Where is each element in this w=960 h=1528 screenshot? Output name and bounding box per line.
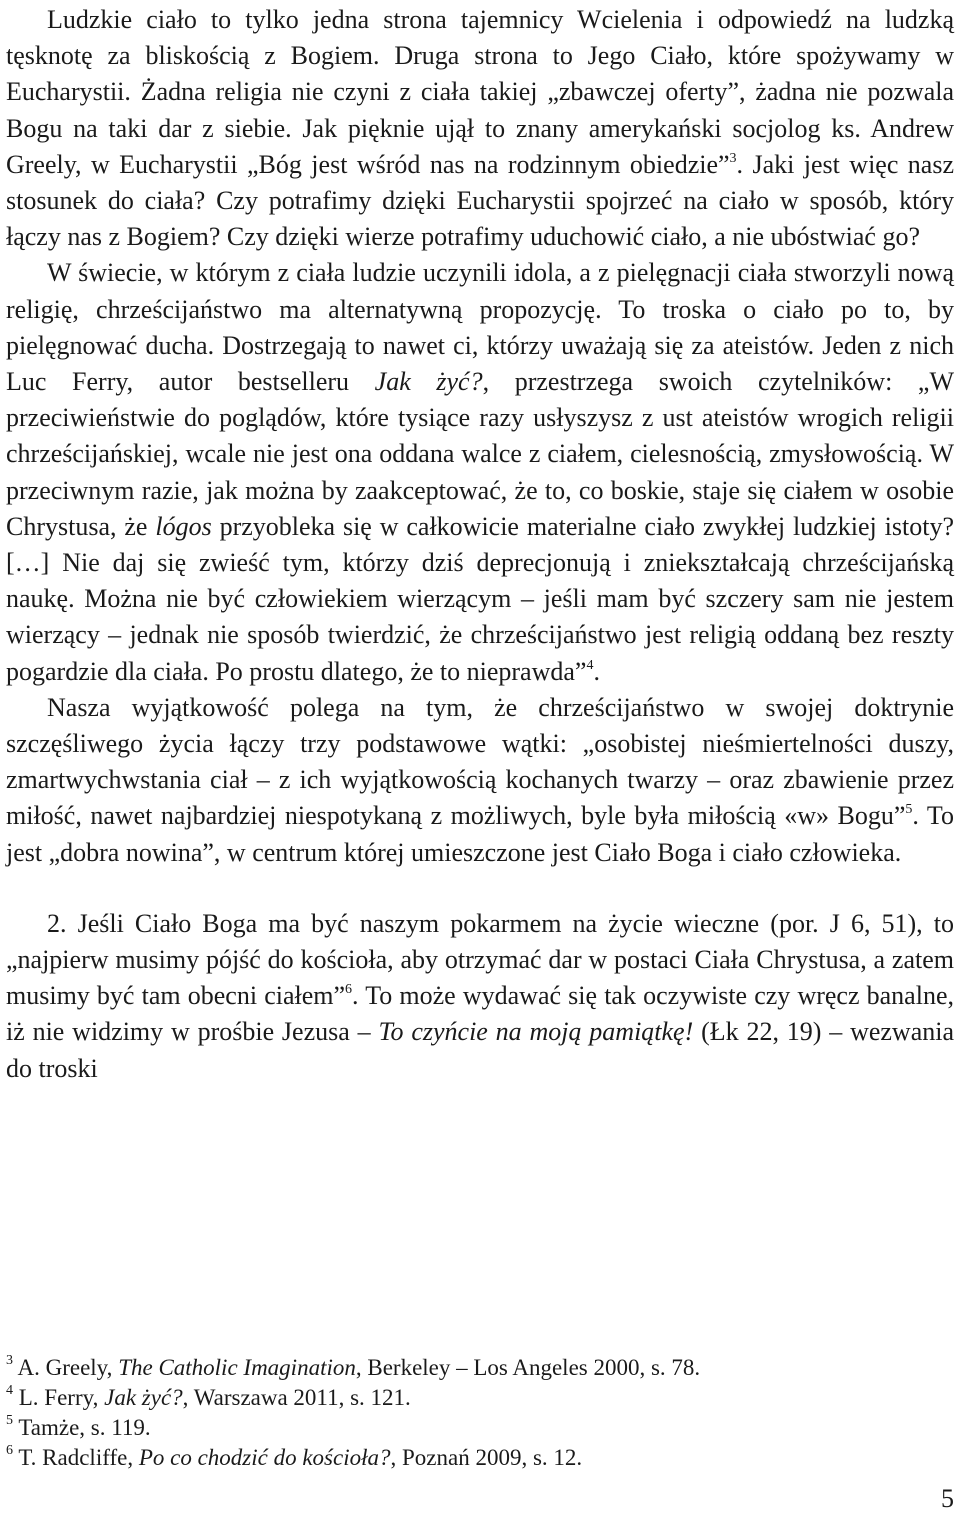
text-run: A. Greely, <box>13 1355 119 1380</box>
footnote-marker: 5 <box>905 802 913 818</box>
document-page <box>6 0 954 1528</box>
text-run: Tamże, s. 119. <box>13 1415 151 1440</box>
footnote-marker: 5 <box>6 1413 13 1428</box>
italic-text: To czyńcie na moją pamiątkę! <box>378 1017 694 1047</box>
text-run: W świecie, w którym z ciała ludzie uczynili idola, a z pielęgnacji ciała stworzyli nową religię, chrześcijaństwo ma alternatywną propozycję. To troska o ciało po to, by pielęgnować ducha. Dostrzegają to nawet ci, którzy uważają się za ateistów. Jeden z nich Luc Ferry, autor bestselleru <box>6 258 954 397</box>
paragraph-4 <box>6 906 954 1087</box>
footnote-marker: 4 <box>586 657 594 673</box>
text-run: . <box>593 656 600 686</box>
text-run: 2. Jeśli Ciało Boga ma być naszym pokarmem na życie wieczne (por. J 6, 51), to „najpierw musimy pójść do kościoła, aby otrzymać dar w postaci Ciała Chrystusa, a zatem musimy być tam obecni ciałem” <box>6 908 954 1011</box>
italic-text: Jak żyć? <box>374 367 483 397</box>
footnote-5 <box>6 1413 954 1443</box>
text-run: , Warszawa 2011, s. 121. <box>182 1385 411 1410</box>
footnote-marker: 3 <box>6 1353 13 1368</box>
text-run: . To jest „dobra nowina”, w centrum której umieszczone jest Ciało Boga i ciało człowieka. <box>6 801 954 867</box>
footnote-4 <box>6 1383 954 1413</box>
italic-text: The Catholic Imagination <box>118 1355 356 1380</box>
body-text <box>6 2 954 1087</box>
footnote-marker: 6 <box>6 1443 13 1458</box>
italic-text: Po co chodzić do kościoła? <box>138 1445 391 1470</box>
text-run: . To może wydawać się tak oczywiste czy wręcz banalne, iż nie widzimy w prośbie Jezusa – <box>6 981 954 1047</box>
paragraph-1 <box>6 2 954 255</box>
text-run: Ludzkie ciało to tylko jedna strona tajemnicy Wcielenia i odpowiedź na ludzką tęsknotę za bliskością z Bogiem. Druga strona to Jego Ciało, które spożywamy w Eucharystii. Żadna religia nie czyni z ciała takiej „zbawczej oferty”, żadna nie pozwala Bogu na taki dar z siebie. Jak pięknie ujął to znany amerykański socjolog ks. Andrew Greely, w Eucharystii „Bóg jest wśród nas na rodzinnym obiedzie” <box>6 5 954 179</box>
text-run: . Jaki jest więc nasz stosunek do ciała? Czy potrafimy dzięki Eucharystii spojrzeć na ciało w sposób, który łączy nas z Bogiem? Czy dzięki wierze potrafimy uduchowić ciało, a nie ubóstwiać go? <box>6 149 955 252</box>
paragraph-3 <box>6 690 954 871</box>
footnote-6 <box>6 1443 954 1473</box>
text-run: T. Radcliffe, <box>13 1445 139 1470</box>
text-run: , Berkeley – Los Angeles 2000, s. 78. <box>355 1355 701 1380</box>
text-run: L. Ferry, <box>13 1385 105 1410</box>
footnote-marker: 3 <box>729 150 737 166</box>
page-number: 5 <box>941 1484 954 1513</box>
text-run: , przestrzega swoich czytelników: „W przeciwieństwie do poglądów, które tysiące razy usłyszysz z ust ateistów wrogich religii chrześcijańskiej, wcale nie jest ona oddana walce z ciałem, cielesnością, zmysłowością. W przeciwnym razie, jak można by zaakceptować, że to, co boskie, staje się ciałem w osobie Chrystusa, że <box>6 367 954 541</box>
text-run: przyobleka się w całkowicie materialne ciało zwykłej ludzkiej istoty? […] Nie daj się zwieść tym, którzy dziś deprecjonują i zniekształcają chrześcijańską naukę. Można nie być człowiekiem wierzącym – jeśli mam być szczery sam nie jestem wierzący – jednak nie sposób twierdzić, że chrześcijaństwo jest religią oddaną bez reszty pogardzie dla ciała. Po prostu dlatego, że to nieprawda” <box>6 511 954 686</box>
text-run: Nasza wyjątkowość polega na tym, że chrześcijaństwo w swojej doktrynie szczęśliwego życia łączy trzy podstawowe wątki: „osobistej nieśmiertelności duszy, zmartwychwstania ciał – z ich wyjątkowością kochanych twarzy – oraz zbawienie przez miłość, nawet najbardziej niespotykaną z możliwych, byle była miłością «w» Bogu” <box>6 692 954 831</box>
footnote-3 <box>6 1353 954 1383</box>
footnote-marker: 4 <box>6 1383 13 1398</box>
footnote-marker: 6 <box>345 982 353 998</box>
text-run: (Łk 22, 19) – wezwania do troski <box>6 1017 955 1083</box>
italic-text: lógos <box>155 511 212 541</box>
italic-text: Jak żyć? <box>104 1385 183 1410</box>
text-run: , Poznań 2009, s. 12. <box>390 1445 583 1470</box>
footnotes <box>6 1353 954 1473</box>
paragraph-2 <box>6 255 954 689</box>
